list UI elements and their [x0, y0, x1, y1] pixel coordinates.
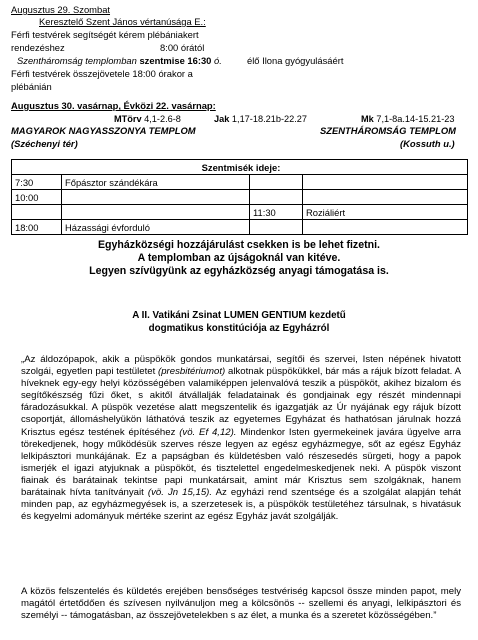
- article-paragraph-2: A közös felszentelés és küldetés erejében bensőséges testvériség kapcsol össze minden papot, mely magától értetődően és szívesen nyilvánuljon meg a kölcsönös -- szellemi és anyagi, lelkipásztori és személyi -- támogatásban, az összejövetelekben s az élet, a munka és a szeretet közösségében.”: [21, 586, 461, 622]
- mass-schedule-table: [11, 159, 468, 235]
- table-cell: [250, 220, 303, 235]
- reading-1-book: MTörv: [114, 114, 142, 124]
- church-right: SZENTHÁROMSÁG TEMPLOM: [320, 125, 456, 136]
- table-row: [12, 175, 468, 190]
- mass-table-header: Szentmisék ideje:: [12, 160, 468, 175]
- reading-3-ref: 7,1-8a.14-15.21-23: [376, 114, 455, 124]
- table-cell: [62, 205, 250, 220]
- aug29-feast: Keresztelő Szent János vértanúsága E.:: [39, 16, 206, 27]
- table-cell: Roziáliért: [303, 205, 468, 220]
- p1-text-g: Az egyházi rend szentsége és a szolgálat alapján tehát minden pap, az egyházmegyések is, a szerzetesek is, a püspökök testületéhez társulnak, s hivatásuk és kegyelmi adományuk mértéke szerint az egész Egyház javát szolgálják.: [21, 487, 461, 523]
- p1-italic-b: (presbitériumot): [158, 366, 226, 378]
- aug29-mass: [17, 55, 222, 67]
- table-cell: Főpásztor szándékára: [62, 175, 250, 190]
- readings-2: [214, 113, 307, 125]
- notice-line-3: Legyen szívügyünk az egyházközség anyagi támogatása is.: [89, 265, 389, 277]
- table-cell: [250, 190, 303, 205]
- aug29-line4: Férfi testvérek összejövetele 18:00 órakor a: [11, 68, 193, 79]
- aug29-date: Augusztus 29. Szombat: [11, 4, 111, 15]
- table-cell: 10:00: [12, 190, 62, 205]
- church-left: MAGYAROK NAGYASSZONYA TEMPLOM: [11, 125, 196, 136]
- table-row: [12, 190, 468, 205]
- table-cell: 11:30: [250, 205, 303, 220]
- table-cell: [303, 220, 468, 235]
- reading-3-book: Mk: [361, 114, 374, 124]
- aug29-mass-time: szentmise 16:30: [139, 55, 212, 66]
- aug29-line1: Férfi testvérek segítségét kérem plébániakert: [11, 29, 199, 40]
- p1-text-e: Mindenkor Isten gyermekeinek javára ügyelve arra törekedjenek, hogy működésük szerves része legyen az egész egyházmegye, sőt az egész Egyház lelkipásztori munkájának. Ez a papságban és küldetésben való részesedés sürgeti, hogy a papok ismerjék el igazi atyjuknak a püspököt, és tisztelettel engedelmeskedjenek neki. A püspök viszont fiainak és barátainak tekintse papi munkatársait, amint már Krisztus sem szolgáknak, hanem barátainak hívta tanítványait: [21, 426, 462, 499]
- reading-2-ref: 1,17-18.21b-22.27: [231, 114, 307, 124]
- table-cell: [303, 190, 468, 205]
- article-title-line-2: dogmatikus konstitúciója az Egyházról: [148, 323, 330, 334]
- aug29-mass-post: ó.: [214, 55, 222, 66]
- place-left: (Széchenyi tér): [11, 138, 78, 149]
- readings-3: [361, 113, 454, 125]
- notice-line-2: A templomban az újságoknál van kitéve.: [137, 252, 341, 264]
- reading-1-ref: 4,1-2.6-8: [144, 114, 181, 124]
- table-cell: [12, 205, 62, 220]
- table-cell: 18:00: [12, 220, 62, 235]
- table-row: [12, 220, 468, 235]
- table-cell: [250, 175, 303, 190]
- aug29-mass-pre: Szentháromság templomban: [17, 55, 137, 66]
- table-cell: 7:30: [12, 175, 62, 190]
- aug29-line2-time: 8:00 órától: [160, 42, 205, 53]
- p1-italic-f: (vö. Jn 15,15).: [147, 487, 213, 499]
- aug29-mass-intention: élő Ilona gyógyulásáért: [247, 55, 344, 66]
- p1-italic-d: (vö. Ef 4,12).: [179, 426, 237, 438]
- article-title-line-1: A II. Vatikáni Zsinat LUMEN GENTIUM kezdetű: [132, 310, 346, 321]
- aug29-line5: plébánián: [11, 81, 52, 92]
- article-paragraph-1: [21, 354, 461, 523]
- readings: [114, 113, 181, 125]
- p1-text-c: alkotnak püspökükkel, bár más a rájuk bízott feladat. A híveknek egy-egy helyi közösségében valamiképpen jelenvalóvá teszik a püspököt, akihez bizalom és segítőkészség fűzi őket, s akitől átvállalják feladatainak és gondjainak egy részét mindennapi fáradozásukkal. A püspök vezetése alatt megszentelik és igazgatják az Úr nyájának egy rájuk bízott csoportját, állomáshelyükön láthatóvá teszik az egyetemes Egyházat és hathatósan járulnak hozzá Krisztus egész testének építéséhez: [21, 366, 461, 438]
- place-right: (Kossuth u.): [400, 138, 455, 149]
- table-row: [12, 205, 468, 220]
- aug30-heading: Augusztus 30. vasárnap, Évközi 22. vasárnap:: [11, 100, 216, 111]
- aug29-line2: rendezéshez: [11, 42, 65, 53]
- p1-text-a: „Az áldozópapok, akik a püspökök gondos munkatársai, segítői és szervei, Isten népének hivatott szolgái, egyetlen papi testületet: [21, 354, 461, 378]
- reading-2-book: Jak: [214, 114, 230, 124]
- notice-line-1: Egyházközségi hozzájárulást csekken is be lehet fizetni.: [97, 239, 380, 251]
- table-cell: Házassági évforduló: [62, 220, 250, 235]
- table-cell: [303, 175, 468, 190]
- table-header-row: [12, 160, 468, 175]
- table-cell: [62, 190, 250, 205]
